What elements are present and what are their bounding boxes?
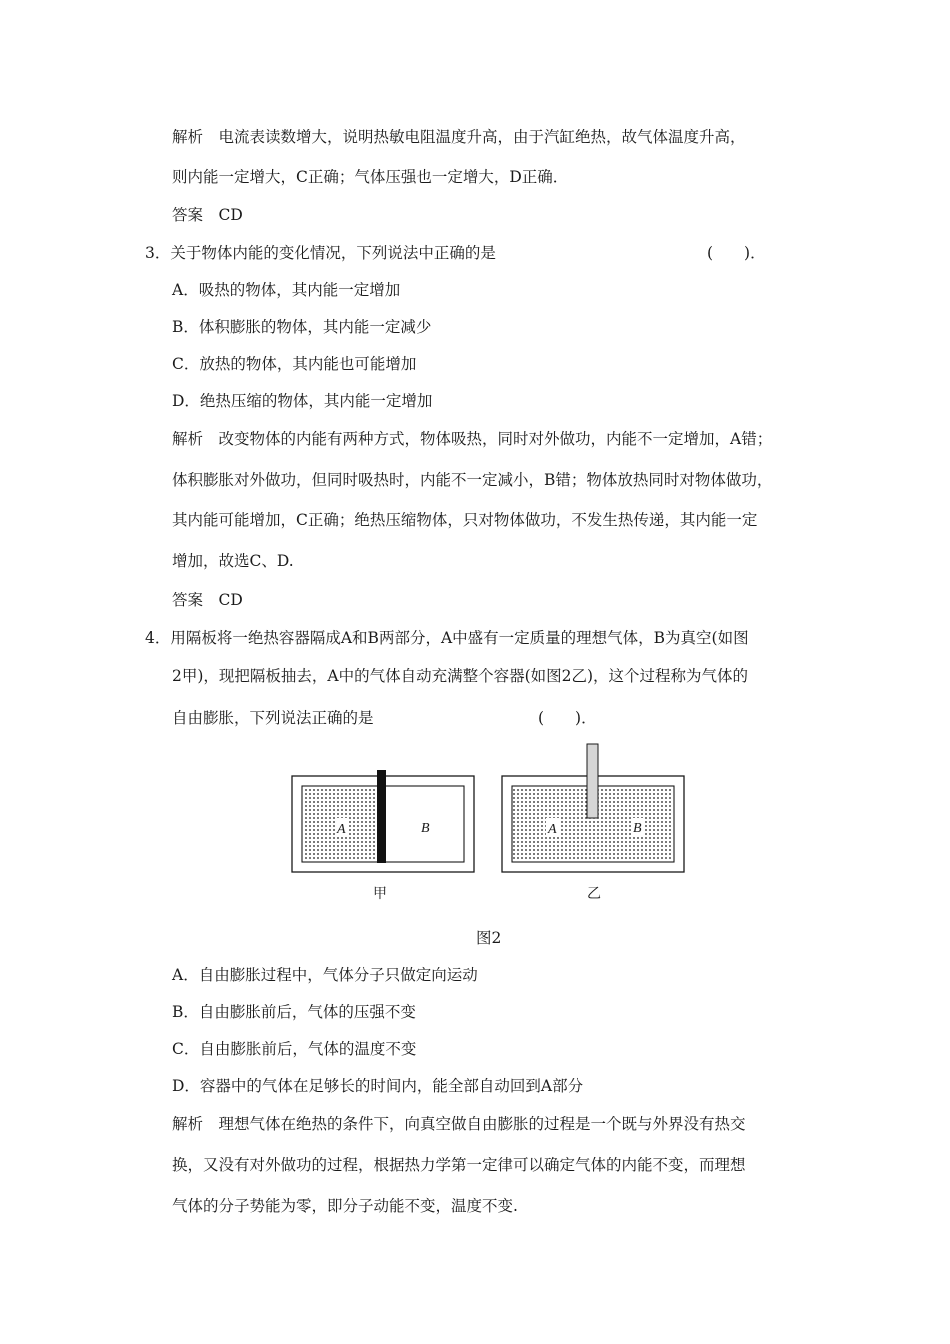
partition-plate: [377, 770, 386, 863]
label-a-jia: A: [337, 822, 346, 837]
sublabel-yi: 乙: [587, 886, 601, 902]
q2-analysis-line-1: 解析 电流表读数增大，说明热敏电阻温度升高，由于汽缸绝热，故气体温度升高，: [172, 128, 746, 146]
figure-caption: 图2: [476, 929, 502, 947]
q3-stem: 3．关于物体内能的变化情况，下列说法中正确的是: [145, 244, 496, 262]
q3-analysis-line-2: 体积膨胀对外做功，但同时吸热时，内能不一定减小，B错；物体放热同时对物体做功，: [172, 471, 773, 489]
q2-analysis-line-2: 则内能一定增大，C正确；气体压强也一定增大，D正确．: [172, 168, 569, 186]
label-b-jia: B: [421, 821, 430, 836]
q2-answer: 答案 CD: [172, 206, 243, 224]
q3-analysis-line-4: 增加，故选C、D.: [172, 552, 294, 570]
q3-analysis-line-1: 解析 改变物体的内能有两种方式，物体吸热，同时对外做功，内能不一定增加，A错；: [172, 430, 773, 448]
q4-stem-line-3: 自由膨胀，下列说法正确的是: [172, 709, 374, 727]
q3-option-c: C．放热的物体，其内能也可能增加: [172, 355, 417, 373]
label-b-yi: B: [633, 821, 642, 836]
q3-answer-bracket: ( )．: [707, 244, 766, 262]
q4-analysis-line-3: 气体的分子势能为零，即分子动能不变，温度不变.: [172, 1197, 518, 1215]
removed-partition: [587, 744, 598, 818]
q3-option-d: D．绝热压缩的物体，其内能一定增加: [172, 392, 433, 410]
q4-option-a: A．自由膨胀过程中，气体分子只做定向运动: [172, 966, 478, 984]
q3-option-b: B．体积膨胀的物体，其内能一定减少: [172, 318, 432, 336]
q4-option-b: B．自由膨胀前后，气体的压强不变: [172, 1003, 416, 1021]
q4-option-c: C．自由膨胀前后，气体的温度不变: [172, 1040, 417, 1058]
container-jia: [292, 770, 474, 872]
q3-answer: 答案 CD: [172, 591, 243, 609]
label-a-yi: A: [548, 822, 557, 837]
sublabel-jia: 甲: [373, 886, 387, 902]
q4-answer-bracket: ( )．: [538, 709, 597, 727]
q4-option-d: D．容器中的气体在足够长的时间内，能全部自动回到A部分: [172, 1077, 584, 1095]
q3-analysis-line-3: 其内能可能增加，C正确；绝热压缩物体，只对物体做功，不发生热传递，其内能一定: [172, 511, 758, 529]
container-yi: [502, 744, 684, 872]
q4-analysis-line-1: 解析 理想气体在绝热的条件下，向真空做自由膨胀的过程是一个既与外界没有热交: [172, 1115, 746, 1133]
q4-stem-line-1: 4．用隔板将一绝热容器隔成A和B两部分，A中盛有一定质量的理想气体，B为真空(如图: [145, 629, 749, 647]
figure-2-diagram: [288, 740, 688, 910]
q4-analysis-line-2: 换，又没有对外做功的过程，根据热力学第一定律可以确定气体的内能不变，而理想: [172, 1156, 746, 1174]
q3-option-a: A．吸热的物体，其内能一定增加: [172, 281, 401, 299]
q4-stem-line-2: 2甲)，现把隔板抽去，A中的气体自动充满整个容器(如图2乙)，这个过程称为气体的: [172, 667, 749, 685]
